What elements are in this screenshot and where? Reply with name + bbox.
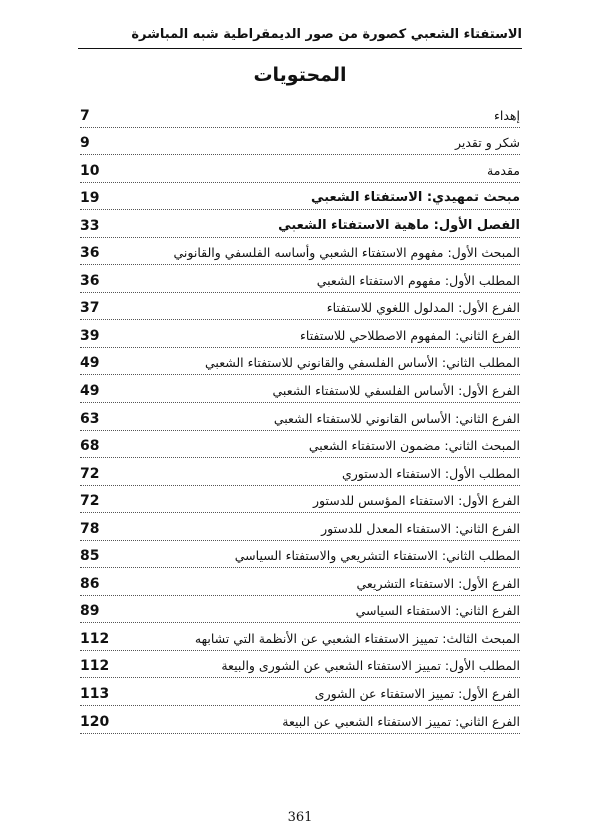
toc-entry-label: المطلب الأول: تمييز الاستفتاء الشعبي عن الشورى والبيعة <box>217 657 520 675</box>
running-header: الاستفتاء الشعبي كصورة من صور الديمقراطية شبه المباشرة <box>78 22 522 49</box>
toc-entry-label: الفرع الثاني: الاستفتاء المعدل للدستور <box>317 520 520 538</box>
toc-entry <box>80 458 520 486</box>
toc-entry <box>80 486 520 514</box>
toc-entry-page: 86 <box>80 575 105 593</box>
toc-entry-label: الفرع الثاني: تمييز الاستفتاء الشعبي عن البيعة <box>278 713 520 731</box>
toc-entry-label: المطلب الثاني: الأساس الفلسفي والقانوني للاستفتاء الشعبي <box>201 354 520 372</box>
toc-entry-page: 7 <box>80 107 96 125</box>
toc-entry-label: الفرع الثاني: الأساس القانوني للاستفتاء الشعبي <box>270 410 520 428</box>
toc-entry <box>80 348 520 376</box>
toc-entry-label: المبحث الأول: مفهوم الاستفتاء الشعبي وأساسه الفلسفي والقانوني <box>169 244 520 262</box>
toc-entry <box>80 568 520 596</box>
toc-entry <box>80 293 520 321</box>
toc-entry-page: 112 <box>80 657 115 675</box>
table-of-contents <box>80 100 520 734</box>
toc-entry-label: الفصل الأول: ماهية الاستفتاء الشعبي <box>274 217 520 235</box>
toc-entry-page: 37 <box>80 299 105 317</box>
toc-entry <box>80 100 520 128</box>
toc-entry <box>80 541 520 569</box>
toc-entry-page: 78 <box>80 520 105 538</box>
toc-entry <box>80 155 520 183</box>
toc-entry <box>80 238 520 266</box>
toc-entry-label: المبحث الثاني: مضمون الاستفتاء الشعبي <box>305 437 520 455</box>
toc-entry-label: الفرع الأول: الاستفتاء التشريعي <box>353 575 520 593</box>
toc-entry <box>80 210 520 238</box>
toc-entry-label: مقدمة <box>483 162 520 180</box>
toc-entry-label: الفرع الأول: الاستفتاء المؤسس للدستور <box>309 492 520 510</box>
toc-entry <box>80 403 520 431</box>
toc-entry-page: 68 <box>80 437 105 455</box>
toc-entry-page: 120 <box>80 713 115 731</box>
toc-entry-page: 9 <box>80 134 96 152</box>
toc-entry-page: 49 <box>80 354 105 372</box>
page-number: 361 <box>287 810 313 825</box>
toc-entry <box>80 678 520 706</box>
toc-entry-page: 19 <box>80 189 105 207</box>
toc-entry <box>80 431 520 459</box>
toc-entry-page: 89 <box>80 602 105 620</box>
toc-entry-label: شكر و تقدير <box>451 134 520 152</box>
toc-entry-page: 33 <box>80 217 105 235</box>
toc-entry <box>80 706 520 734</box>
toc-entry-label: المطلب الثاني: الاستفتاء التشريعي والاستفتاء السياسي <box>231 547 520 565</box>
toc-entry <box>80 183 520 211</box>
toc-entry-label: مبحث تمهيدي: الاستفتاء الشعبي <box>307 189 520 207</box>
toc-entry-label: المطلب الأول: مفهوم الاستفتاء الشعبي <box>313 272 520 290</box>
toc-entry-page: 10 <box>80 162 105 180</box>
toc-entry-page: 39 <box>80 327 105 345</box>
toc-entry <box>80 513 520 541</box>
toc-entry-page: 72 <box>80 492 105 510</box>
toc-entry-page: 85 <box>80 547 105 565</box>
toc-entry <box>80 596 520 624</box>
toc-entry-page: 112 <box>80 630 115 648</box>
toc-entry-page: 113 <box>80 685 115 703</box>
toc-entry-page: 72 <box>80 465 105 483</box>
toc-entry-label: الفرع الأول: الأساس الفلسفي للاستفتاء الشعبي <box>269 382 521 400</box>
toc-entry <box>80 375 520 403</box>
toc-entry-label: الفرع الثاني: المفهوم الاصطلاحي للاستفتاء <box>296 327 520 345</box>
toc-entry <box>80 651 520 679</box>
toc-entry-page: 36 <box>80 244 105 262</box>
toc-entry-label: إهداء <box>490 107 520 125</box>
toc-entry <box>80 320 520 348</box>
toc-entry-page: 49 <box>80 382 105 400</box>
page-title: المحتويات <box>253 64 347 86</box>
toc-entry <box>80 623 520 651</box>
toc-entry-label: المبحث الثالث: تمييز الاستفتاء الشعبي عن الأنظمة التي تشابهه <box>191 630 520 648</box>
toc-entry-page: 36 <box>80 272 105 290</box>
toc-entry <box>80 265 520 293</box>
toc-entry-label: المطلب الأول: الاستفتاء الدستوري <box>338 465 520 483</box>
toc-entry-label: الفرع الأول: تمييز الاستفتاء عن الشورى <box>311 685 520 703</box>
toc-entry-page: 63 <box>80 410 105 428</box>
toc-entry <box>80 128 520 156</box>
toc-entry-label: الفرع الأول: المدلول اللغوي للاستفتاء <box>323 299 520 317</box>
toc-entry-label: الفرع الثاني: الاستفتاء السياسي <box>352 602 520 620</box>
